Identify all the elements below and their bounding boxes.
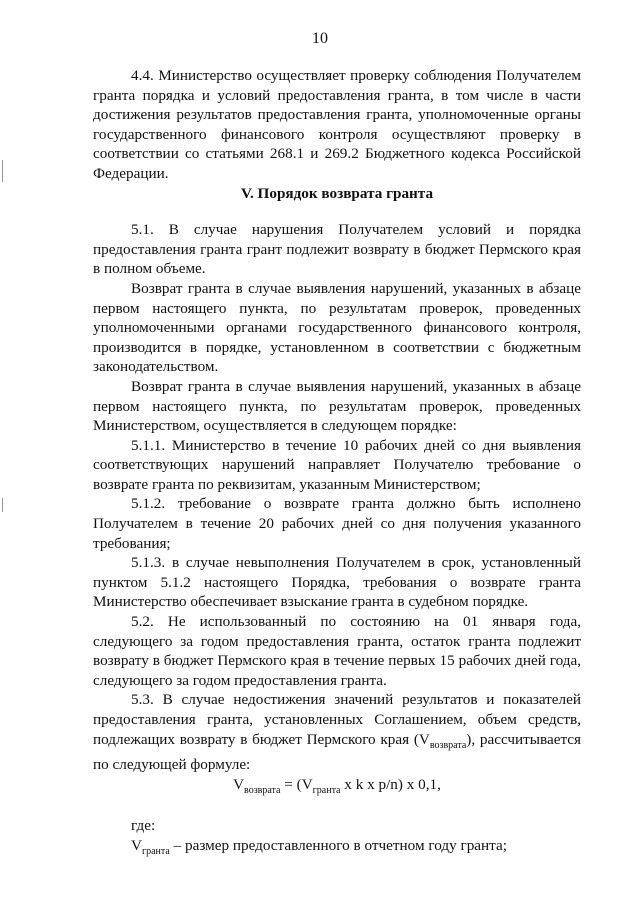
paragraph-4-4: 4.4. Министерство осуществляет проверку соблюдения Получателем гранта порядка и условий предоставления гранта, в том числе в части достижения результатов предоставления гранта, уполномоченные органы государственного финансового контроля осуществляют проверку в соответствии со статьями 268.1 и 269.2 Бюджетного кодекса Российской Федерации.	[93, 67, 581, 182]
return-formula	[93, 775, 581, 801]
v-return-subscript: возврата	[429, 739, 467, 751]
document-body	[93, 66, 581, 862]
paragraph-5-1-3: 5.1.3. в случае невыполнения Получателем в срок, установленный пунктом 5.1.2 настоящего Порядка, требования о возврате гранта Министерство обеспечивает взыскание гранта в судебном порядке.	[93, 554, 581, 611]
formula-v: V	[233, 775, 245, 793]
paragraph-5-3-text: 5.3. В случае недостижения значений результатов и показателей предоставления гранта, установленных Соглашением, объем средств, подлежащих возврату в бюджет Пермского края (V	[93, 691, 581, 748]
page-number: 10	[312, 30, 328, 47]
formula-grant-subscript: гранта	[312, 784, 341, 796]
paragraph-5-1-b: Возврат гранта в случае выявления нарушений, указанных в абзаце первом настоящего пункта, по результатам проверок, проведенных Министерством, осуществляется в следующем порядке:	[93, 377, 581, 435]
paragraph-5-3-tail: ), рассчитывается по следующей формуле:	[93, 730, 581, 774]
section-heading: V. Порядок возврата гранта	[240, 184, 434, 202]
paragraph-5-1-1: 5.1.1. Министерство в течение 10 рабочих дней со дня выявления соответствующих нарушений направляет Получателю требование о возврате гранта по реквизитам, указанным Министерством;	[93, 436, 581, 493]
formula-equals: = (V	[280, 775, 313, 793]
paragraph-5-1: 5.1. В случае нарушения Получателем условий и порядка предоставления гранта грант подлежит возврату в бюджет Пермского края в полном объеме.	[93, 221, 581, 278]
scan-edge-mark	[2, 498, 3, 512]
paragraph-5-3	[93, 690, 581, 774]
definition-v-grant	[93, 836, 581, 862]
where-label: где:	[131, 817, 156, 835]
paragraph-5-2: 5.2. Не использованный по состоянию на 01 января года, следующего за годом предоставления гранта, остаток гранта подлежит возврату в бюджет Пермского края в течение первых 15 рабочих дней года, следующего за годом предоставления гранта.	[93, 613, 581, 689]
formula-v-subscript: возврата	[244, 784, 281, 796]
paragraph-5-1-2: 5.1.2. требование о возврате гранта должно быть исполнено Получателем в течение 20 рабочих дней со дня получения указанного требования;	[93, 495, 581, 552]
scan-edge-mark	[2, 160, 3, 182]
def-text: – размер предоставленного в отчетном году гранта;	[169, 837, 507, 855]
def-v: V	[131, 837, 142, 855]
paragraph-5-1-a: Возврат гранта в случае выявления нарушений, указанных в абзаце первом настоящего пункта, по результатам проверок, проведенных уполномоченными органами государственного финансового контроля, производится в порядке, установленном в соответствии с бюджетным законодательством.	[93, 279, 581, 376]
def-v-subscript: гранта	[141, 846, 170, 858]
formula-rest: x k x p/n) x 0,1,	[340, 775, 441, 793]
